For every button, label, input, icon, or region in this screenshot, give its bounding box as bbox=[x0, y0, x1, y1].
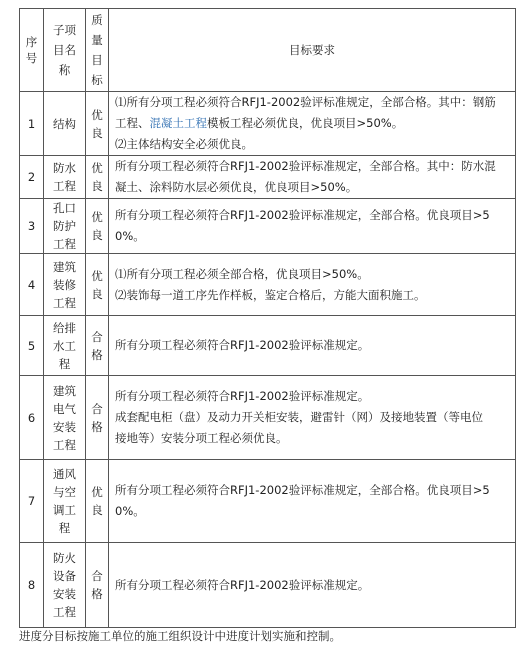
row-name bbox=[44, 199, 86, 254]
row-no: 1 bbox=[20, 92, 44, 156]
row-grade-text: 合格 bbox=[91, 401, 103, 434]
row-grade-text: 优良 bbox=[91, 485, 103, 517]
header-grade-text: 质量目标 bbox=[91, 13, 103, 87]
row-name bbox=[44, 376, 86, 460]
row-name-text: 孔口防护工程 bbox=[53, 201, 76, 251]
table-body bbox=[20, 92, 516, 628]
row-grade bbox=[86, 376, 109, 460]
req-line: 所有分项工程必须符合RFJ1-2002验评标准规定。 bbox=[115, 577, 370, 592]
row-no: 3 bbox=[20, 199, 44, 254]
row-requirement bbox=[109, 316, 516, 376]
row-grade-text: 优良 bbox=[91, 107, 103, 140]
row-grade bbox=[86, 92, 109, 156]
row-grade-text: 优良 bbox=[91, 268, 103, 301]
row-grade-text: 合格 bbox=[91, 569, 103, 601]
row-requirement bbox=[109, 199, 516, 254]
req-line: 所有分项工程必须符合RFJ1-2002验评标准规定。 bbox=[115, 338, 370, 352]
row-grade bbox=[86, 156, 109, 199]
row-no: 4 bbox=[20, 254, 44, 316]
row-no: 6 bbox=[20, 376, 44, 460]
req-line: 凝土、涂料防水层必须优良，优良项目>50%。 bbox=[115, 180, 358, 194]
row-no: 8 bbox=[20, 543, 44, 628]
row-grade-text: 合格 bbox=[91, 329, 103, 362]
req-line: 所有分项工程必须符合RFJ1-2002验评标准规定，全部合格。其中：防水混 bbox=[115, 159, 496, 173]
req-line: 所有分项工程必须符合RFJ1-2002验评标准规定。 bbox=[115, 389, 370, 403]
row-name-text: 通风与空调工程 bbox=[53, 467, 76, 535]
row-requirement bbox=[109, 156, 516, 199]
header-name-text: 子项目名称 bbox=[53, 23, 76, 77]
req-text: 模板工程必须优良，优良项目>50%。 bbox=[207, 116, 404, 130]
row-name bbox=[44, 316, 86, 376]
footer-note: 进度分目标按施工单位的施工组织设计中进度计划实施和控制。 bbox=[19, 629, 341, 643]
req-line: 接地等）安装分项工程必须优良。 bbox=[115, 431, 288, 445]
row-name bbox=[44, 543, 86, 628]
row-grade bbox=[86, 254, 109, 316]
req-line: 所有分项工程必须符合RFJ1-2002验评标准规定，全部合格。优良项目>5 bbox=[115, 208, 490, 222]
row-no: 5 bbox=[20, 316, 44, 376]
row-no: 7 bbox=[20, 460, 44, 543]
req-line: 0%。 bbox=[115, 229, 145, 243]
req-line: ⑴所有分项工程必须全部合格，优良项目>50%。 bbox=[115, 266, 369, 281]
header-no-text: 序号 bbox=[25, 35, 38, 65]
row-requirement bbox=[109, 543, 516, 628]
row-grade bbox=[86, 543, 109, 628]
row-name-text: 建筑电气安装工程 bbox=[53, 383, 76, 452]
table-row bbox=[20, 254, 516, 316]
req-text: 工程、 bbox=[115, 116, 150, 130]
row-name-text: 防水工程 bbox=[53, 161, 76, 193]
row-name bbox=[44, 460, 86, 543]
table-row bbox=[20, 460, 516, 543]
row-grade bbox=[86, 460, 109, 543]
row-requirement bbox=[109, 92, 516, 156]
row-requirement bbox=[109, 376, 516, 460]
table-row bbox=[20, 316, 516, 376]
req-line: ⑵装饰每一道工序先作样板，鉴定合格后，方能大面积施工。 bbox=[115, 287, 426, 302]
req-line: 0%。 bbox=[115, 504, 145, 518]
row-no: 2 bbox=[20, 156, 44, 199]
row-requirement bbox=[109, 460, 516, 543]
table-row bbox=[20, 376, 516, 460]
row-grade bbox=[86, 316, 109, 376]
row-requirement bbox=[109, 254, 516, 316]
row-name bbox=[44, 156, 86, 199]
row-name-text: 建筑装修工程 bbox=[53, 259, 76, 310]
req-line: ⑵主体结构安全必须优良。 bbox=[115, 137, 253, 151]
req-line: 成套配电柜（盘）及动力开关柜安装，避雷针（网）及接地装置（等电位 bbox=[115, 410, 483, 424]
row-grade-text: 优良 bbox=[91, 161, 103, 193]
req-line: ⑴所有分项工程必须符合RFJ1-2002验评标准规定，全部合格。其中：钢筋 bbox=[115, 95, 496, 109]
table-row bbox=[20, 199, 516, 254]
row-grade-text: 优良 bbox=[91, 210, 103, 242]
table-row bbox=[20, 156, 516, 199]
row-name-text: 防火设备安装工程 bbox=[53, 551, 76, 619]
table-row bbox=[20, 92, 516, 156]
row-grade bbox=[86, 199, 109, 254]
row-name bbox=[44, 92, 86, 156]
header-no bbox=[20, 9, 44, 92]
header-name bbox=[44, 9, 86, 92]
row-name-text: 结构 bbox=[53, 116, 76, 131]
req-line: 所有分项工程必须符合RFJ1-2002验评标准规定，全部合格。优良项目>5 bbox=[115, 483, 490, 497]
concrete-link[interactable]: 混凝土工程 bbox=[149, 116, 207, 130]
table-row bbox=[20, 543, 516, 628]
row-name-text: 给排水工程 bbox=[53, 320, 76, 371]
req-line bbox=[115, 113, 509, 134]
table-header-row bbox=[20, 9, 516, 92]
header-req: 目标要求 bbox=[109, 9, 516, 92]
row-name bbox=[44, 254, 86, 316]
quality-target-table bbox=[19, 8, 516, 628]
header-grade bbox=[86, 9, 109, 92]
